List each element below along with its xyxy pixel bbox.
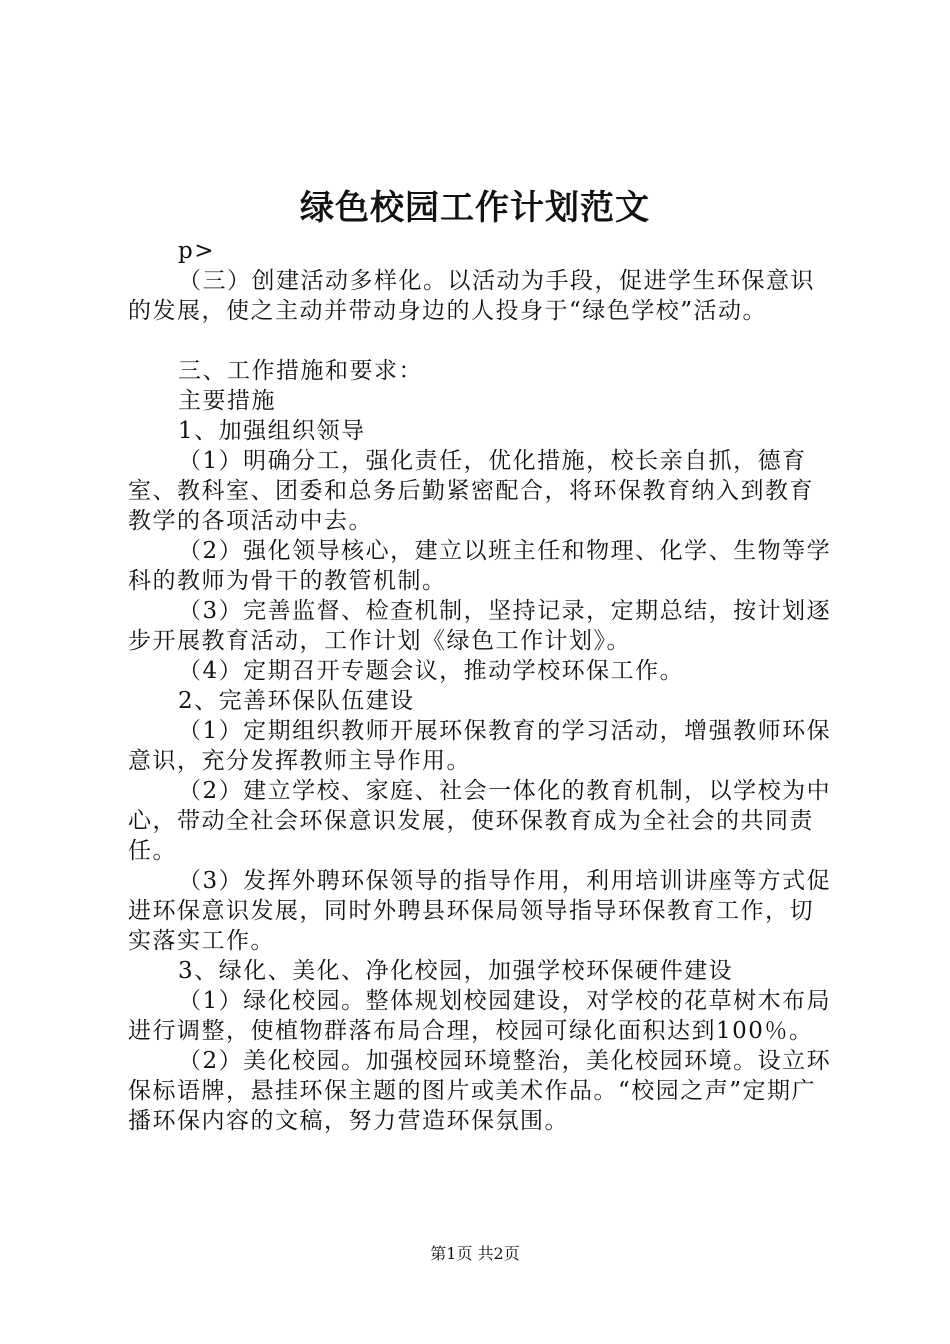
section-heading-measures: 三、工作措施和要求： (178, 358, 423, 384)
page-footer: 第1页 共2页 (430, 1244, 520, 1263)
subheading-team-building: 2、完善环保队伍建设 (178, 688, 415, 714)
subheading-main-measures: 主要措施 (178, 388, 276, 414)
paragraph-item: （2）强化领导核心，建立以班主任和物理、化学、生物等学科的教师为骨干的教管机制。 (128, 538, 832, 594)
paragraph-item: （2）建立学校、家庭、社会一体化的教育机制，以学校为中心，带动全社会环保意识发展，使环保教育成为全社会的共同责任。 (128, 778, 832, 864)
paragraph-item: （3）完善监督、检查机制，坚持记录，定期总结，按计划逐步开展教育活动，工作计划《绿色工作计划》。 (128, 598, 832, 654)
paragraph-item: （1）绿化校园。整体规划校园建设，对学校的花草树木布局进行调整，使植物群落布局合理，校园可绿化面积达到100％。 (128, 988, 832, 1044)
paragraph-activity-diversity: （三）创建活动多样化。以活动为手段，促进学生环保意识的发展，使之主动并带动身边的人投身于“绿色学校”活动。 (128, 268, 815, 324)
subheading-campus-greening: 3、绿化、美化、净化校园，加强学校环保硬件建设 (178, 958, 734, 984)
paragraph-item: （4）定期召开专题会议，推动学校环保工作。 (178, 658, 685, 684)
paragraph-item: （2）美化校园。加强校园环境整治，美化校园环境。设立环保标语牌，悬挂环保主题的图片或美术作品。“校园之声”定期广播环保内容的文稿，努力营造环保氛围。 (128, 1048, 832, 1134)
document-title: 绿色校园工作计划范文 (300, 188, 650, 228)
paragraph-item: （1）定期组织教师开展环保教育的学习活动，增强教师环保意识，充分发挥教师主导作用。 (128, 718, 832, 774)
paragraph-fragment: p> (178, 238, 215, 264)
paragraph-item: （1）明确分工，强化责任，优化措施，校长亲自抓，德育室、教科室、团委和总务后勤紧密配合，将环保教育纳入到教育教学的各项活动中去。 (128, 448, 814, 534)
document-body (128, 236, 834, 1136)
subheading-organization: 1、加强组织领导 (178, 418, 366, 444)
paragraph-item: （3）发挥外聘环保领导的指导作用，利用培训讲座等方式促进环保意识发展，同时外聘县环保局领导指导环保教育工作，切实落实工作。 (128, 868, 832, 954)
